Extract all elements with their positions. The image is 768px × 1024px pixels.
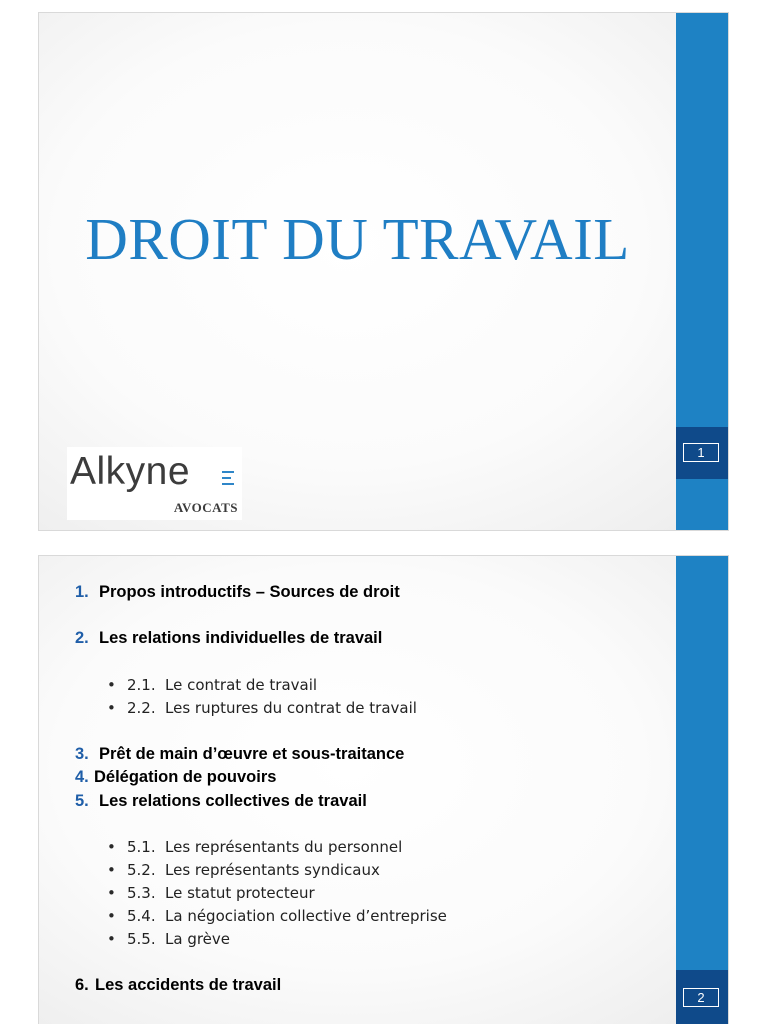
toc-subitem-5-4 <box>107 907 447 925</box>
logo-subtitle: AVOCATS <box>173 500 238 515</box>
toc-item-number: 3. <box>75 745 89 763</box>
toc-subitem-label: Le contrat de travail <box>165 676 318 694</box>
toc-item-label: Prêt de main d’œuvre et sous-traitance <box>99 745 405 763</box>
toc-item-number: 5. <box>75 792 89 810</box>
toc-item-number: 4. <box>75 768 89 786</box>
toc-item-number: 6. <box>75 976 89 994</box>
alkyne-logo <box>67 447 242 520</box>
bullet-icon: • <box>107 930 116 948</box>
toc-subitem-number: 5.5. <box>127 930 156 948</box>
toc-subitem-label: Le statut protecteur <box>165 884 315 902</box>
page-number: 1 <box>683 443 719 462</box>
slide-1 <box>38 12 729 531</box>
logo-wordmark: Alkyne <box>70 450 191 493</box>
toc-item-1 <box>75 583 400 602</box>
bullet-icon: • <box>107 884 116 902</box>
toc-item-5 <box>75 792 367 811</box>
bullet-icon: • <box>107 861 116 879</box>
toc-subitem-number: 5.1. <box>127 838 156 856</box>
bullet-icon: • <box>107 676 116 694</box>
toc-item-2 <box>75 629 382 648</box>
slide-2 <box>38 555 729 1024</box>
toc-item-label: Délégation de pouvoirs <box>94 768 277 786</box>
page-number: 2 <box>683 988 719 1007</box>
page-number-band <box>676 427 728 479</box>
bullet-icon: • <box>107 699 116 717</box>
toc-subitem-5-2 <box>107 861 380 879</box>
toc-subitem-5-5 <box>107 930 230 948</box>
toc-subitem-label: Les représentants du personnel <box>165 838 403 856</box>
toc-item-6 <box>75 976 281 995</box>
toc-subitem-label: La négociation collective d’entreprise <box>165 907 447 925</box>
toc-subitem-label: Les représentants syndicaux <box>165 861 380 879</box>
page-number-band <box>676 970 728 1024</box>
toc-subitem-5-1 <box>107 838 402 856</box>
toc-subitem-number: 5.4. <box>127 907 156 925</box>
toc-subitem-number: 2.1. <box>127 676 156 694</box>
toc-subitem-number: 2.2. <box>127 699 156 717</box>
side-bar <box>676 556 728 1024</box>
toc-subitem-number: 5.2. <box>127 861 156 879</box>
toc-subitem-2-2 <box>107 699 417 717</box>
toc-subitem-label: Les ruptures du contrat de travail <box>165 699 417 717</box>
toc-item-number: 1. <box>75 583 89 601</box>
logo-lines-icon <box>222 471 234 489</box>
table-of-contents <box>39 556 659 1024</box>
toc-item-number: 2. <box>75 629 89 647</box>
toc-item-3 <box>75 745 404 764</box>
toc-subitem-number: 5.3. <box>127 884 156 902</box>
toc-item-label: Propos introductifs – Sources de droit <box>99 583 400 601</box>
toc-item-label: Les accidents de travail <box>95 976 282 994</box>
bullet-icon: • <box>107 838 116 856</box>
toc-subitem-5-3 <box>107 884 315 902</box>
toc-subitem-label: La grève <box>165 930 231 948</box>
side-bar <box>676 13 728 530</box>
slide-title: DROIT DU TRAVAIL <box>85 206 630 272</box>
toc-subitem-2-1 <box>107 676 317 694</box>
toc-item-label: Les relations collectives de travail <box>99 792 367 810</box>
bullet-icon: • <box>107 907 116 925</box>
toc-item-label: Les relations individuelles de travail <box>99 629 383 647</box>
toc-item-4 <box>75 768 276 787</box>
